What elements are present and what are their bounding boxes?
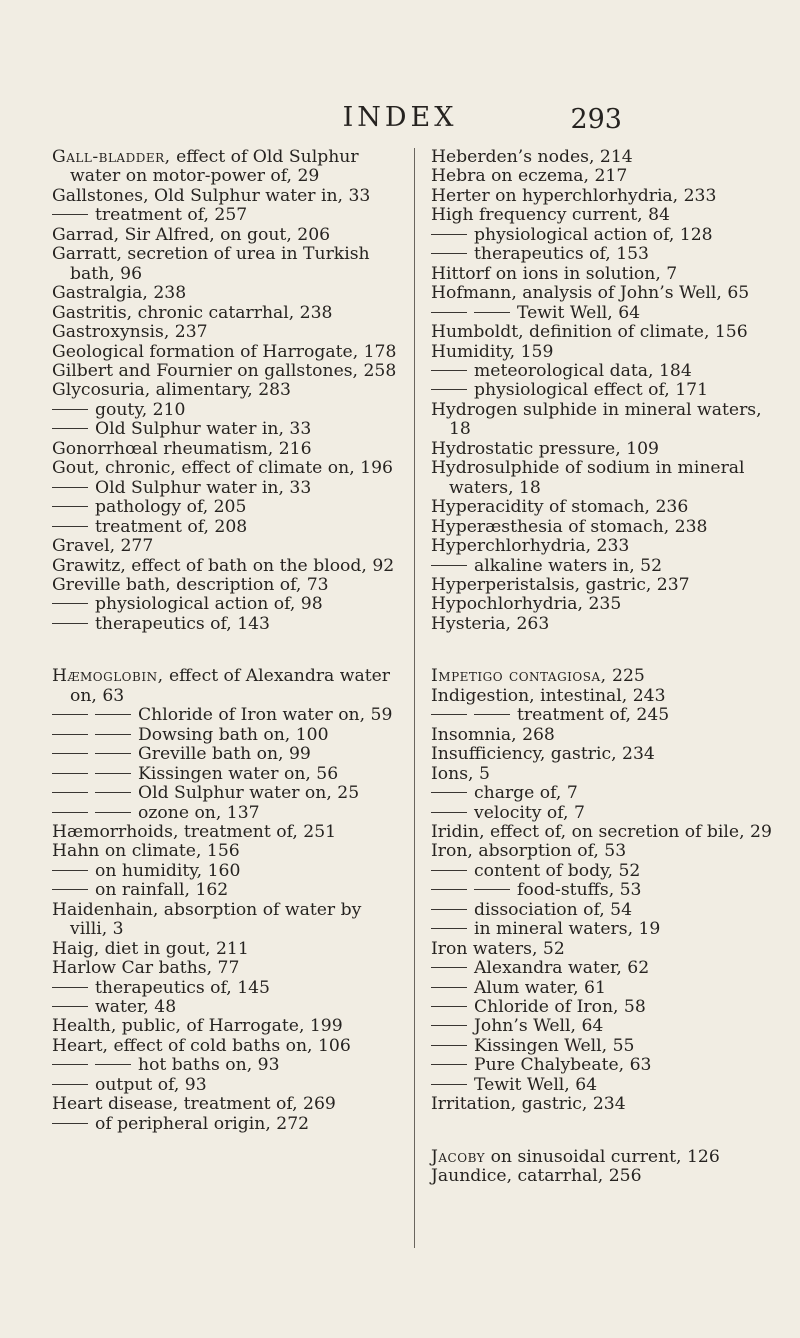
entry-text: Kissingen Well, 55 — [474, 1035, 635, 1056]
entry-text: alkaline waters in, 52 — [474, 555, 663, 576]
ditto-dash — [95, 773, 131, 774]
index-entry — [52, 842, 398, 861]
entry-text: Iron, absorption of, 53 — [431, 841, 627, 862]
entry-text: Gastritis, chronic catarrhal, 238 — [52, 302, 333, 323]
entry-text: Heberden’s nodes, 214 — [431, 147, 633, 167]
ditto-dash — [52, 1006, 88, 1007]
entry-text: Insomnia, 268 — [431, 724, 555, 745]
ditto-dash — [95, 753, 131, 754]
entry-text: on rainfall, 162 — [95, 880, 229, 901]
entry-text: Tewit Well, 64 — [474, 1074, 598, 1095]
entry-text: Tewit Well, 64 — [517, 302, 641, 323]
index-entry — [52, 323, 398, 342]
ditto-dash — [52, 487, 88, 488]
index-subentry — [431, 1037, 777, 1056]
index-entry — [52, 304, 398, 323]
index-subentry — [431, 901, 777, 920]
ditto-dash — [431, 889, 467, 890]
index-entry — [431, 940, 777, 959]
entry-text: physiological action of, 98 — [95, 594, 323, 615]
ditto-dash — [52, 792, 88, 793]
entry-text: Garrad, Sir Alfred, on gout, 206 — [52, 224, 331, 245]
entry-text: Indigestion, intestinal, 243 — [431, 685, 666, 706]
page-header — [0, 100, 800, 140]
index-subentry — [52, 765, 398, 784]
entry-text: Health, public, of Harrogate, 199 — [52, 1016, 343, 1037]
ditto-dash — [52, 889, 88, 890]
entry-text: Humboldt, definition of climate, 156 — [431, 322, 748, 343]
ditto-dash — [431, 1064, 467, 1065]
index-entry — [431, 1167, 777, 1186]
ditto-dash — [52, 753, 88, 754]
index-entry — [431, 842, 777, 861]
index-subentry — [52, 1056, 398, 1075]
index-subentry — [431, 959, 777, 978]
entry-text: Dowsing bath on, 100 — [138, 724, 329, 745]
index-entry — [431, 323, 777, 342]
ditto-dash — [431, 1084, 467, 1085]
index-entry — [431, 206, 777, 225]
entry-text: Hyperperistalsis, gastric, 237 — [431, 574, 690, 595]
entry-text: dissociation of, 54 — [474, 899, 633, 920]
index-subentry — [52, 998, 398, 1017]
ditto-dash — [52, 214, 88, 215]
entry-text: Hypochlorhydria, 235 — [431, 594, 622, 615]
index-entry — [431, 765, 777, 784]
entry-text: Insufficiency, gastric, 234 — [431, 744, 655, 765]
index-subentry — [52, 615, 398, 634]
index-entry — [431, 148, 777, 167]
entry-text: output of, 93 — [95, 1074, 207, 1095]
entry-text: Old Sulphur water on, 25 — [138, 783, 360, 804]
entry-text: Jaundice, catarrhal, 256 — [431, 1166, 642, 1187]
entry-text: therapeutics of, 153 — [474, 244, 649, 265]
index-subentry — [52, 595, 398, 614]
index-subentry — [431, 1076, 777, 1095]
entry-text: Grawitz, effect of bath on the blood, 92 — [52, 555, 395, 576]
ditto-dash — [52, 987, 88, 988]
index-subentry — [52, 804, 398, 823]
index-subentry — [52, 401, 398, 420]
index-subentry — [431, 979, 777, 998]
entry-text: Hydrostatic pressure, 109 — [431, 438, 659, 459]
entry-text: Hysteria, 263 — [431, 613, 550, 634]
index-entry — [52, 362, 398, 381]
index-entry — [52, 226, 398, 245]
entry-text: Hydrogen sulphide in mineral waters, 18 — [431, 399, 762, 440]
entry-text: ozone on, 137 — [138, 802, 260, 823]
index-subentry — [52, 479, 398, 498]
index-entry — [431, 726, 777, 745]
ditto-dash — [431, 812, 467, 813]
ditto-dash — [431, 967, 467, 968]
index-subentry — [52, 862, 398, 881]
entry-text: Hofmann, analysis of John’s Well, 65 — [431, 283, 750, 304]
index-column-right — [431, 148, 777, 1187]
index-subentry — [431, 804, 777, 823]
index-subentry — [52, 498, 398, 517]
index-subentry — [431, 920, 777, 939]
entry-text: of peripheral origin, 272 — [95, 1113, 310, 1134]
entry-text: Alexandra water, 62 — [474, 958, 650, 979]
index-column-left — [52, 148, 398, 1134]
ditto-dash — [431, 714, 467, 715]
index-entry — [52, 537, 398, 556]
entry-text: Hittorf on ions in solution, 7 — [431, 263, 678, 284]
index-subentry — [52, 706, 398, 725]
ditto-dash — [52, 409, 88, 410]
index-subentry — [431, 862, 777, 881]
index-subentry — [431, 304, 777, 323]
index-entry — [52, 343, 398, 362]
ditto-dash — [52, 1064, 88, 1065]
entry-text: Gilbert and Fournier on gallstones, 258 — [52, 360, 397, 381]
index-entry — [52, 901, 398, 940]
index-subentry — [431, 998, 777, 1017]
ditto-dash — [52, 623, 88, 624]
ditto-dash — [95, 812, 131, 813]
index-entry — [431, 265, 777, 284]
entry-text: Gout, chronic, effect of climate on, 196 — [52, 458, 393, 479]
entry-text: Gravel, 277 — [52, 536, 154, 557]
entry-text: Hæmorrhoids, treatment of, 251 — [52, 821, 337, 842]
ditto-dash — [52, 773, 88, 774]
ditto-dash — [474, 312, 510, 313]
entry-text: in mineral waters, 19 — [474, 919, 661, 940]
entry-text: Kissingen water on, 56 — [138, 763, 339, 784]
entry-text: Herter on hyperchlorhydria, 233 — [431, 185, 717, 206]
ditto-dash — [52, 526, 88, 527]
index-entry — [52, 823, 398, 842]
ditto-dash — [431, 1045, 467, 1046]
index-subentry — [431, 362, 777, 381]
entry-text: Gonorrhœal rheumatism, 216 — [52, 438, 312, 459]
index-entry — [431, 343, 777, 362]
entry-text: Glycosuria, alimentary, 283 — [52, 380, 291, 401]
ditto-dash — [52, 812, 88, 813]
index-subentry — [431, 557, 777, 576]
ditto-dash — [95, 734, 131, 735]
entry-text: water, 48 — [95, 997, 177, 1018]
index-entry — [431, 823, 777, 842]
index-subentry — [52, 979, 398, 998]
index-entry — [52, 245, 398, 284]
column-divider — [414, 148, 415, 1248]
index-entry — [431, 284, 777, 303]
index-entry — [431, 1095, 777, 1114]
entry-text: therapeutics of, 145 — [95, 977, 270, 998]
ditto-dash — [474, 889, 510, 890]
index-subentry — [431, 706, 777, 725]
entry-text: physiological effect of, 171 — [474, 380, 709, 401]
index-entry — [52, 381, 398, 400]
index-entry — [431, 667, 777, 686]
index-entry — [52, 959, 398, 978]
ditto-dash — [431, 312, 467, 313]
index-subentry — [52, 1115, 398, 1134]
entry-text: Irritation, gastric, 234 — [431, 1094, 626, 1115]
index-entry — [431, 1148, 777, 1167]
index-subentry — [431, 245, 777, 264]
entry-text: Hydrosulphide of sodium in mineral waters, 18 — [431, 458, 745, 498]
index-subentry — [431, 1056, 777, 1075]
entry-text: gouty, 210 — [95, 399, 186, 420]
entry-text: Iridin, effect of, on secretion of bile, 29 — [431, 821, 772, 842]
entry-text: Humidity, 159 — [431, 341, 554, 362]
index-entry — [52, 187, 398, 206]
entry-text: Hyperæsthesia of stomach, 238 — [431, 516, 708, 537]
index-entry — [52, 1017, 398, 1036]
entry-text: hot baths on, 93 — [138, 1055, 280, 1076]
index-entry — [431, 615, 777, 634]
entry-text: Hyperchlorhydria, 233 — [431, 536, 630, 557]
index-subentry — [52, 518, 398, 537]
entry-text: treatment of, 208 — [95, 516, 248, 537]
index-subentry — [52, 745, 398, 764]
section-gap — [431, 1115, 777, 1148]
entry-text: Alum water, 61 — [474, 977, 606, 998]
entry-text: Harlow Car baths, 77 — [52, 958, 240, 979]
index-entry — [431, 440, 777, 459]
entry-text: John’s Well, 64 — [474, 1016, 604, 1037]
ditto-dash — [474, 714, 510, 715]
entry-text: Hæmoglobin, effect of Alexandra water on, 63 — [52, 666, 391, 706]
ditto-dash — [431, 1025, 467, 1026]
entry-text: Garratt, secretion of urea in Turkish bath, 96 — [52, 244, 370, 284]
index-entry — [431, 187, 777, 206]
ditto-dash — [95, 1064, 131, 1065]
index-entry — [52, 576, 398, 595]
entry-text: Hebra on eczema, 217 — [431, 166, 628, 187]
entry-text: meteorological data, 184 — [474, 360, 692, 381]
ditto-dash — [95, 792, 131, 793]
ditto-dash — [431, 565, 467, 566]
index-entry — [52, 148, 398, 187]
index-entry — [52, 557, 398, 576]
index-entry — [431, 745, 777, 764]
index-subentry — [52, 420, 398, 439]
ditto-dash — [52, 714, 88, 715]
entry-text: Old Sulphur water in, 33 — [95, 477, 312, 498]
entry-text: Chloride of Iron, 58 — [474, 997, 646, 1018]
ditto-dash — [52, 1084, 88, 1085]
entry-text: Hyperacidity of stomach, 236 — [431, 497, 689, 518]
entry-text: treatment of, 245 — [517, 705, 670, 726]
index-subentry — [431, 881, 777, 900]
index-entry — [52, 1037, 398, 1056]
entry-text: on humidity, 160 — [95, 860, 241, 881]
entry-text: Geological formation of Harrogate, 178 — [52, 341, 397, 362]
entry-text: Gastralgia, 238 — [52, 283, 187, 304]
index-entry — [52, 440, 398, 459]
ditto-dash — [431, 234, 467, 235]
index-subentry — [52, 1076, 398, 1095]
entry-text: Gastroxynsis, 237 — [52, 322, 208, 343]
entry-text: pathology of, 205 — [95, 497, 247, 518]
ditto-dash — [431, 370, 467, 371]
index-subentry — [52, 726, 398, 745]
entry-text: Heart disease, treatment of, 269 — [52, 1094, 336, 1115]
index-subentry — [52, 881, 398, 900]
section-gap — [52, 634, 398, 667]
index-entry — [431, 498, 777, 517]
ditto-dash — [431, 909, 467, 910]
index-entry — [431, 537, 777, 556]
ditto-dash — [52, 603, 88, 604]
ditto-dash — [52, 870, 88, 871]
entry-text: Gall-bladder, effect of Old Sulphur water on motor-power of, 29 — [52, 147, 359, 187]
entry-text: therapeutics of, 143 — [95, 613, 270, 634]
index-entry — [431, 576, 777, 595]
index-entry — [431, 687, 777, 706]
entry-text: treatment of, 257 — [95, 205, 248, 226]
index-subentry — [431, 1017, 777, 1036]
index-entry — [431, 518, 777, 537]
entry-text: food-stuffs, 53 — [517, 880, 642, 901]
section-gap — [431, 634, 777, 667]
index-subentry — [52, 784, 398, 803]
index-entry — [431, 401, 777, 440]
index-entry — [52, 284, 398, 303]
ditto-dash — [431, 987, 467, 988]
entry-text: physiological action of, 128 — [474, 224, 713, 245]
entry-text: Hahn on climate, 156 — [52, 841, 240, 862]
entry-text: Gallstones, Old Sulphur water in, 33 — [52, 185, 371, 206]
ditto-dash — [431, 870, 467, 871]
entry-text: Pure Chalybeate, 63 — [474, 1055, 652, 1076]
index-entry — [431, 595, 777, 614]
entry-text: High frequency current, 84 — [431, 205, 670, 226]
index-entry — [52, 1095, 398, 1114]
entry-text: Heart, effect of cold baths on, 106 — [52, 1035, 351, 1056]
entry-text: Iron waters, 52 — [431, 938, 565, 959]
index-subentry — [431, 784, 777, 803]
index-entry — [52, 667, 398, 706]
ditto-dash — [52, 506, 88, 507]
entry-text: Greville bath, description of, 73 — [52, 574, 329, 595]
ditto-dash — [52, 734, 88, 735]
entry-text: Greville bath on, 99 — [138, 744, 311, 765]
entry-text: Impetigo contagiosa, 225 — [431, 666, 645, 687]
index-entry — [431, 167, 777, 186]
entry-text: Ions, 5 — [431, 763, 490, 784]
entry-text: content of body, 52 — [474, 860, 641, 881]
entry-text: Old Sulphur water in, 33 — [95, 419, 312, 440]
ditto-dash — [431, 1006, 467, 1007]
ditto-dash — [52, 428, 88, 429]
page-number: 293 — [570, 104, 622, 135]
page-title: INDEX — [342, 102, 458, 133]
index-subentry — [431, 226, 777, 245]
entry-text: Jacoby on sinusoidal current, 126 — [431, 1146, 720, 1167]
ditto-dash — [431, 389, 467, 390]
index-subentry — [52, 206, 398, 225]
ditto-dash — [431, 253, 467, 254]
ditto-dash — [52, 1123, 88, 1124]
index-entry — [52, 940, 398, 959]
entry-text: Chloride of Iron water on, 59 — [138, 705, 393, 726]
ditto-dash — [95, 714, 131, 715]
entry-text: Haig, diet in gout, 211 — [52, 938, 249, 959]
index-entry — [431, 459, 777, 498]
ditto-dash — [431, 792, 467, 793]
entry-text: charge of, 7 — [474, 783, 578, 804]
index-entry — [52, 459, 398, 478]
ditto-dash — [431, 928, 467, 929]
index-subentry — [431, 381, 777, 400]
entry-text: Haidenhain, absorption of water by villi, 3 — [52, 899, 362, 940]
entry-text: velocity of, 7 — [474, 802, 585, 823]
